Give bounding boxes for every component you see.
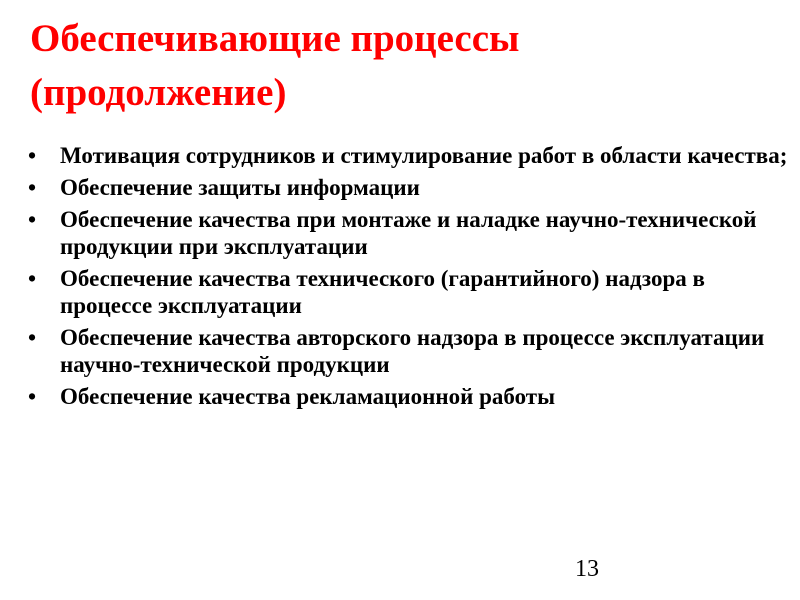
bullet-item-claims-work (28, 383, 788, 410)
bullet-text: Обеспечение качества авторского надзора в процессе эксплуатации научно-технической продукции (60, 325, 765, 377)
bullet-icon: • (28, 384, 37, 409)
bullet-item-installation-quality (28, 206, 788, 260)
bullet-text: Мотивация сотрудников и стимулирование работ в области качества; (60, 143, 788, 168)
bullet-text: Обеспечение качества технического (гарантийного) надзора в процессе эксплуатации (60, 266, 705, 318)
bullet-icon: • (28, 266, 37, 291)
bullet-text: Обеспечение качества рекламационной работы (60, 384, 556, 409)
bullet-item-motivation (28, 142, 788, 169)
bullet-icon: • (28, 325, 37, 350)
slide-title-line-1: Обеспечивающие процессы (30, 17, 520, 60)
page-number: 13 (575, 556, 599, 582)
bullet-item-technical-supervision (28, 265, 788, 319)
bullet-item-information-security (28, 174, 788, 201)
slide-title (30, 12, 770, 120)
bullet-text: Обеспечение качества при монтаже и наладке научно-технической продукции при эксплуатации (60, 207, 757, 259)
bullet-item-author-supervision (28, 324, 788, 378)
bullet-icon: • (28, 175, 37, 200)
bullet-list (28, 142, 788, 415)
bullet-icon: • (28, 207, 37, 232)
slide-title-line-2: (продолжение) (30, 71, 287, 114)
bullet-text: Обеспечение защиты информации (60, 175, 420, 200)
bullet-icon: • (28, 143, 37, 168)
